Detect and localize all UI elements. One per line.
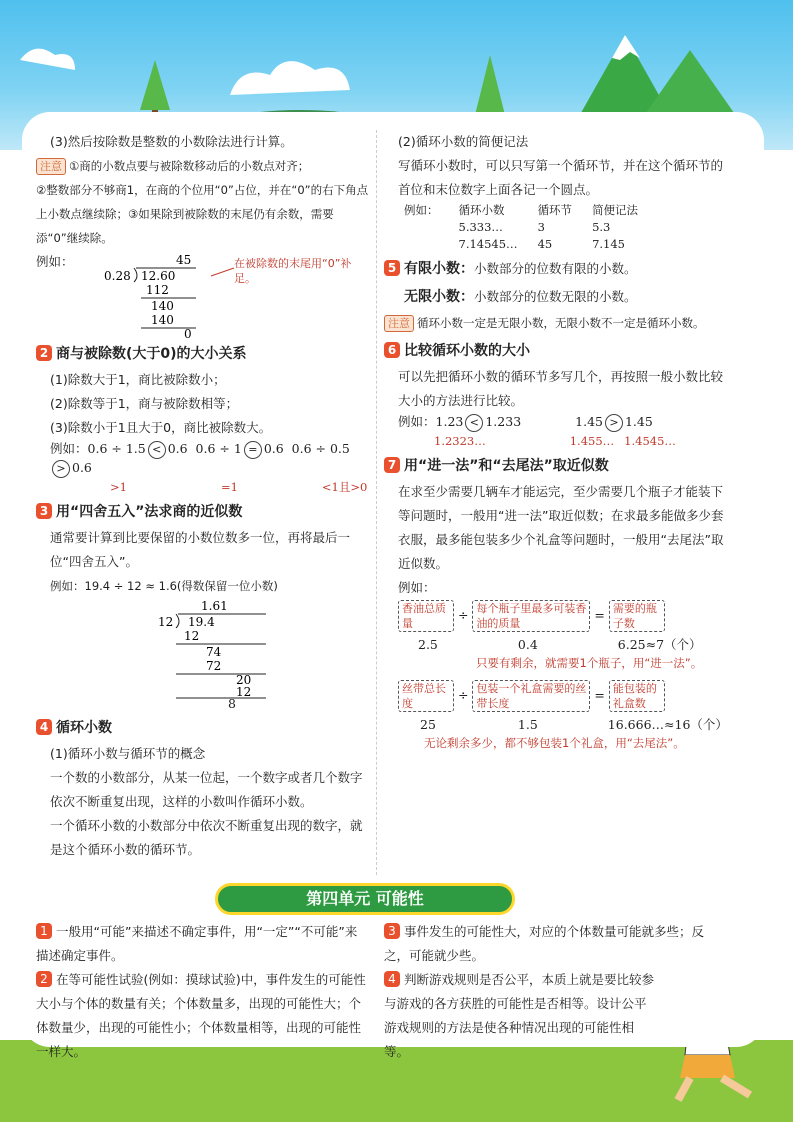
unit-left (36, 920, 366, 1064)
step3-text: (3)然后按除数是整数的小数除法进行计算。 (50, 134, 293, 149)
compare-sign: < (148, 441, 166, 459)
section-4-para: 一个循环小数的小数部分中依次不断重复出现的数字，就是这个循环小数的循环节。 (50, 818, 363, 857)
right-column (384, 130, 728, 752)
table-row: 7.14545… 45 7.145 (458, 237, 625, 251)
section-4-subtitle: (1)循环小数与循环节的概念 (50, 746, 206, 761)
cloud (230, 61, 350, 95)
section-5-note: 注意 循环小数一定是无限小数，无限小数不一定是循环小数。 (384, 311, 724, 335)
division-remainder: 8 (228, 696, 236, 711)
section-title: 比较循环小数的大小 (404, 343, 530, 359)
division-comment: 在被除数的末尾用“0”补足。 (234, 257, 352, 285)
division-row: 0 (184, 327, 192, 338)
column-divider (376, 130, 377, 875)
left-column (36, 130, 370, 862)
note-block (36, 154, 370, 250)
example-quwei: 丝带总长度 ÷ 包装一个礼盒需要的丝带长度 = 能包装的礼盒数 25 1.5 16.666…≈16（个） 无论剩余多少，都不够包装1个礼盒，用“去尾法”。 (384, 680, 724, 752)
note-badge: 注意 (36, 158, 66, 175)
division-row: 12 (184, 629, 200, 643)
section-2-heading (36, 342, 370, 366)
repeating-decimal-table: 例如： 循环小数 循环节 简便记法 5.333… 3 5.3 7.14545… 45 7.145 (394, 202, 648, 253)
compare-sign: = (244, 441, 262, 459)
section-number: 5 (384, 260, 400, 276)
rule-item: (3)除数小于1且大于0，商比被除数大。 (50, 420, 272, 435)
division-row: 72 (206, 659, 222, 673)
rule-item: (1)除数大于1，商比被除数小； (50, 372, 226, 387)
subsection-title: (2)循环小数的简便记法 (398, 134, 529, 149)
section-number: 7 (384, 457, 400, 473)
section-title: 循环小数 (56, 720, 112, 736)
section-number: 4 (36, 719, 52, 735)
section-7-heading (384, 454, 724, 478)
example-label: 例如： (50, 441, 88, 456)
section-3-example: 例如：19.4 ÷ 12 ≈ 1.6(得数保留一位小数) (50, 579, 278, 593)
section-3-text: 通常要计算到比要保留的小数位数多一位，再将最后一位“四舍五入”。 (50, 530, 351, 569)
long-division-2 (36, 598, 356, 702)
section-title: 用“进一法”和“去尾法”取近似数 (404, 458, 609, 474)
example-label: 例如： (36, 254, 74, 269)
quotient: 45 (176, 253, 192, 267)
unit-item: 2 在等可能性试验(例如：摸球试验)中，事件发生的可能性大小与个体的数量有关；个体数量多，出现的可能性大；个体数量少，出现的可能性小；个体数量相等，出现的可能性一样大。 (36, 972, 366, 1059)
section-number: 3 (36, 503, 52, 519)
section-title: 用“四舍五入”法求商的近似数 (56, 504, 243, 520)
cloud (20, 49, 75, 70)
section-3-heading (36, 500, 370, 524)
section-6-heading (384, 339, 724, 363)
note-badge: 注意 (384, 315, 414, 332)
rule-item: (2)除数等于1，商与被除数相等； (50, 396, 239, 411)
section-7-text: 在求至少需要几辆车才能运完，至少需要几个瓶子才能装下等问题时，一般用“进一法”取近似数；在求最多能做多少套衣服，最多能包装多少个礼盒等问题时，一般用“去尾法”取近似数。 (398, 484, 724, 571)
unit-item: 4 判断游戏规则是否公平，本质上就是要比较参与游戏的各方获胜的可能性是否相等。设计公平游戏规则的方法是使各种情况出现的可能性相等。 (384, 972, 655, 1059)
division-row: 140 (151, 299, 174, 313)
unit-right (384, 920, 719, 1064)
section-6-text: 可以先把循环小数的循环节多写几个，再按照一般小数比较大小的方法进行比较。 (398, 369, 724, 408)
compare-examples: 例如：0.6 ÷ 1.5 < 0.6 0.6 ÷ 1 = 0.6 0.6 ÷ 0.5> 0.6 >1 =1 <1且>0 (50, 441, 368, 494)
unit-item: 1 一般用“可能”来描述不确定事件，用“一定”“不可能”来描述确定事件。 (36, 924, 358, 963)
division-row: 74 (206, 645, 222, 659)
division-row: 140 (151, 313, 174, 327)
unit-item: 3 事件发生的可能性大，对应的个体数量可能就多些；反之，可能就少些。 (384, 924, 705, 963)
divisor: 0.28 (104, 269, 131, 283)
compare-sign: < (465, 414, 483, 432)
division-row: 112 (146, 283, 169, 297)
dividend: 19.4 (188, 615, 215, 629)
example-jinyi: 香油总质量 ÷ 每个瓶子里最多可装香油的质量 = 需要的瓶子数 2.5 0.4 6.25≈7（个） 只要有剩余，就需要1个瓶子，用“进一法”。 (384, 600, 724, 672)
section-title: 商与被除数(大于0)的大小关系 (56, 346, 247, 362)
section-4-heading (36, 716, 370, 740)
division-row: 20 (236, 673, 252, 687)
division-row: 12 (236, 685, 252, 699)
note-line1: ①商的小数点要与被除数移动后的小数点对齐； (69, 159, 310, 173)
compare-repeating: 例如：1.23 < 1.233 1.45 > 1.45 1.2323… 1.455… 1.4545… (398, 414, 676, 448)
section-5b: 无限小数：小数部分的位数无限的小数。 (404, 289, 637, 305)
table-row: 5.333… 3 5.3 (458, 220, 611, 234)
compare-sign: > (52, 460, 70, 478)
dividend: 12.60 (141, 269, 176, 283)
note-line2: ②整数部分不够商1，在商的个位用“0”占位，并在“0”的右下角点上小数点继续除；③如果除到被除数的末尾仍有余数，需要添“0”继续除。 (36, 183, 369, 245)
subsection-text: 写循环小数时，可以只写第一个循环节，并在这个循环节的首位和末位数字上面各记一个圆点。 (398, 158, 724, 197)
example-label: 例如： (398, 580, 436, 595)
section-4-para: 一个数的小数部分，从某一位起，一个数字或者几个数字依次不断重复出现，这样的小数叫作循环小数。 (50, 770, 363, 809)
unit-banner: 第四单元 可能性 (215, 883, 515, 915)
compare-sign: > (605, 414, 623, 432)
long-division-1 (36, 252, 356, 338)
divisor: 12 (158, 615, 174, 629)
section-number: 6 (384, 342, 400, 358)
section-number: 2 (36, 345, 52, 361)
section-5-heading: 5 有限小数：小数部分的位数有限的小数。 (384, 257, 724, 281)
quotient: 1.61 (201, 599, 228, 613)
